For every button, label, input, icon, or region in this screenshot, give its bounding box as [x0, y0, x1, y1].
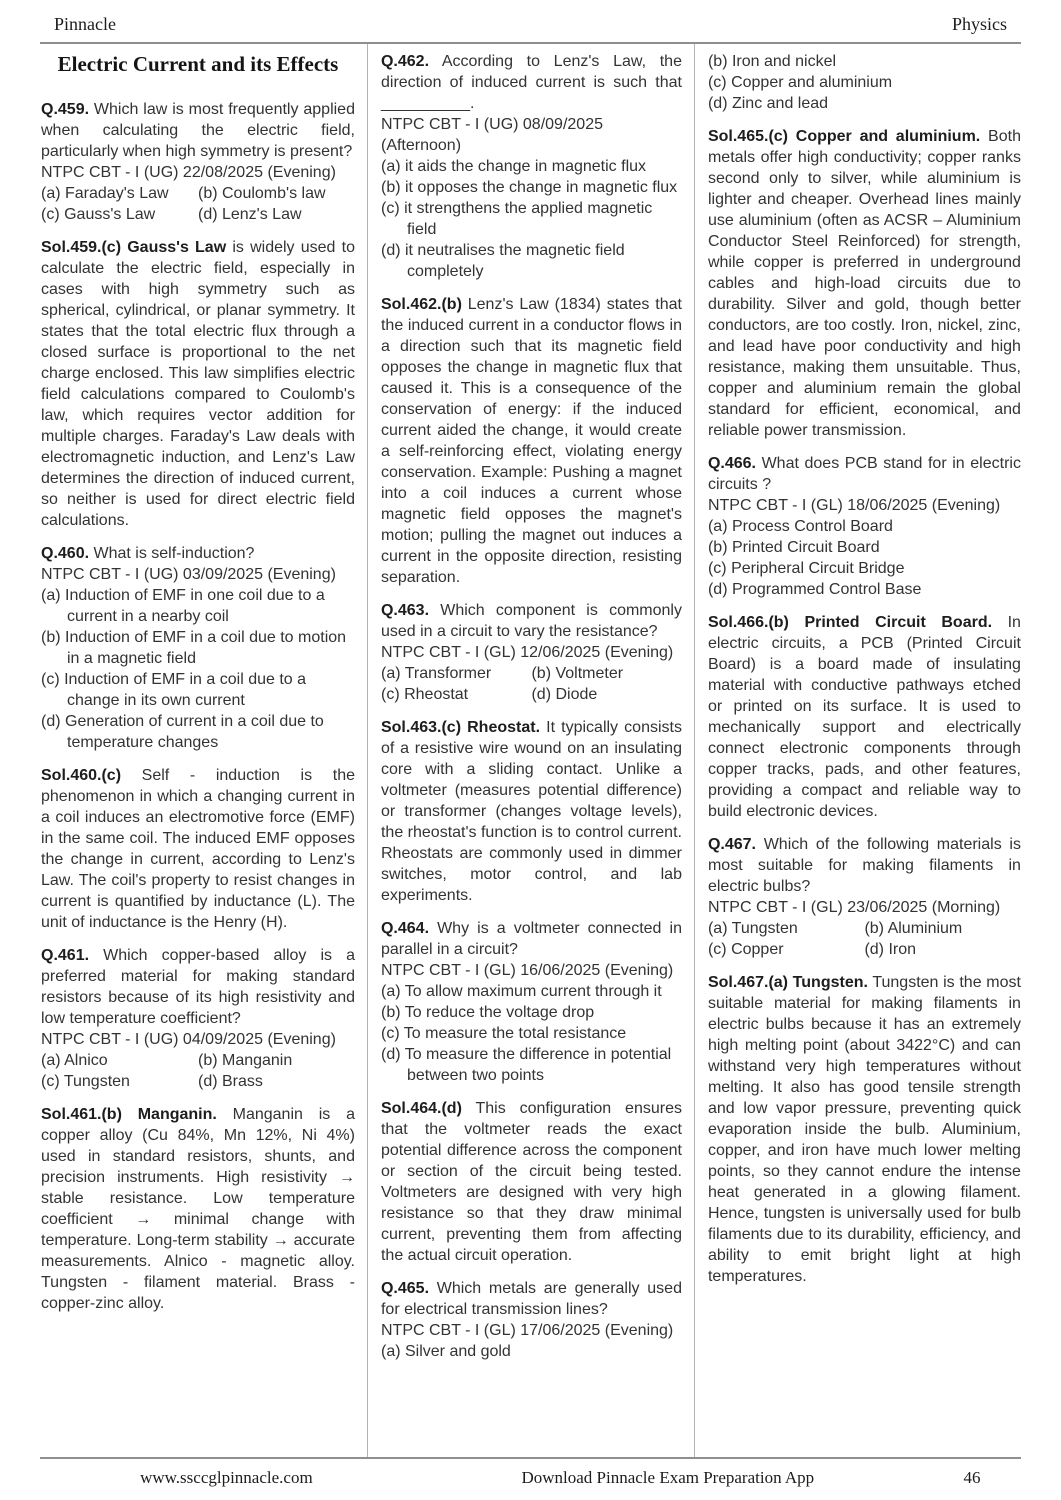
page-footer	[40, 1457, 1021, 1500]
solution-text: Tungsten is the most suitable material for making filaments in electric bulbs because it has an extremely high melting point (about 3422°C) and can withstand very high temperatures without melting. It also has good tensile strength and low vapor pressure, preventing quick evaporation inside the bulb. Aluminium, copper, and iron have much lower melting points, so they cannot endure the intense heat generated in a glowing filament. Hence, tungsten is universally used for bulb filaments due to its durability, efficiency, and ability to emit bright light at high temperatures.	[707, 974, 1021, 1285]
exam-source: NTPC CBT - I (GL) 17/06/2025 (Evening)	[380, 1322, 674, 1339]
option-cell: (a) Transformer	[380, 665, 492, 682]
option-item: (b) Induction of EMF in a coil due to motion in a magnetic field	[41, 629, 347, 667]
option-cell: (d) Diode	[531, 686, 598, 703]
option-item: (c) To measure the total resistance	[380, 1025, 627, 1042]
solution-paragraph	[41, 1104, 355, 1314]
option-cell: (a) Alnico	[41, 1052, 108, 1069]
solution-answer: Sol.465.(c) Copper and aluminium.	[707, 128, 981, 145]
option-cell: (b) Aluminium	[864, 920, 963, 937]
options-grid	[41, 1050, 355, 1092]
question-text: What is self-induction?	[89, 545, 255, 562]
option-cell: (c) Gauss's Law	[41, 206, 156, 223]
options-row	[381, 684, 682, 705]
solution-text: Both metals offer high conductivity; copper ranks second only to silver, while aluminium is lighter and cheaper. Overhead lines mainly use aluminium (often as ACSR – Aluminium Conductor Steel Reinforced) for strength, while copper is preferred in underground cables and high-load circuits due to durability. Silver and gold, though better conductors, are too costly. Iron, nickel, zinc, and lead have poor conductivity and high resistance, making them unsuitable. Thus, copper and aluminium remain the global standard for efficient, economical, and reliable power transmission.	[707, 128, 1021, 439]
exam-source: NTPC CBT - I (GL) 16/06/2025 (Evening)	[380, 962, 674, 979]
options-row	[41, 1050, 355, 1071]
solution-text: Self - induction is the phenomenon in which a changing current in a coil induces an electromotive force (EMF) in the same coil. The induced EMF opposes the change in current, according to Lenz's Law. The coil's property to resist changes in current is quantified by inductance (L). The unit of inductance is the Henry (H).	[41, 767, 355, 931]
option-item: (c) Induction of EMF in a coil due to a change in its own current	[41, 671, 307, 709]
solution-answer: Sol.464.(d)	[380, 1100, 462, 1117]
solution-answer: Sol.460.(c)	[41, 767, 122, 784]
option-cell: (c) Tungsten	[41, 1073, 130, 1090]
exam-source: NTPC CBT - I (UG) 08/09/2025 (Afternoon)	[380, 116, 603, 154]
option-item: (a) Induction of EMF in one coil due to a current in a nearby coil	[41, 587, 325, 625]
question-text: Why is a voltmeter connected in parallel in a circuit?	[380, 920, 682, 958]
question-paragraph	[41, 543, 355, 564]
question-number: Q.465.	[380, 1280, 430, 1297]
question-text: What does PCB stand for in electric circuits ?	[707, 455, 1021, 493]
options-list	[708, 51, 1021, 114]
question-number: Q.460.	[41, 545, 90, 562]
question-paragraph	[41, 99, 355, 162]
question-text: Which copper-based alloy is a preferred material for making standard resistors because of its high resistivity and low temperature coefficient?	[41, 947, 355, 1027]
question-number: Q.459.	[41, 101, 90, 118]
brand-name: Pinnacle	[54, 14, 116, 34]
options-list	[381, 1341, 682, 1362]
option-item: (a) Silver and gold	[380, 1343, 511, 1360]
options-row	[381, 663, 682, 684]
solution-answer: Sol.459.(c) Gauss's Law	[41, 239, 227, 256]
option-item: (b) it opposes the change in magnetic flux	[380, 179, 678, 196]
solution-text: is widely used to calculate the electric field, especially in cases with high symmetry such as spherical, cylindrical, or planar symmetry. It states that the total electric flux through a closed surface is proportional to the net charge enclosed. This law simplifies electric field calculations compared to Coulomb's law, which requires vector addition for multiple charges. Faraday's Law deals with electromagnetic induction, and Lenz's Law determines the direction of induced current, so neither is used for direct electric field calculations.	[41, 239, 355, 529]
solution-paragraph	[708, 126, 1021, 441]
question-number: Q.461.	[41, 947, 90, 964]
exam-source: NTPC CBT - I (GL) 18/06/2025 (Evening)	[707, 497, 1001, 514]
option-cell: (b) Coulomb's law	[197, 185, 326, 202]
question-text: Which of the following materials is most suitable for making filaments in electric bulbs?	[707, 836, 1021, 895]
question-paragraph	[708, 834, 1021, 897]
exam-source: NTPC CBT - I (UG) 04/09/2025 (Evening)	[41, 1031, 336, 1048]
solution-paragraph	[381, 294, 682, 588]
options-list	[708, 516, 1021, 600]
question-text: According to Lenz's Law, the direction of induced current is such that __________.	[380, 53, 682, 112]
question-text: Which metals are generally used for electrical transmission lines?	[380, 1280, 682, 1318]
solution-text: In electric circuits, a PCB (Printed Circuit Board) is a board made of insulating material with conductive pathways etched or printed on its surface. It is used to mechanically support and electrically connect electronic components through copper tracks, pads, and other features, providing a compact and reliable way to build electronic devices.	[707, 614, 1021, 820]
options-list	[41, 585, 355, 753]
option-item: (d) To measure the difference in potential between two points	[380, 1046, 672, 1084]
option-cell: (d) Brass	[197, 1073, 263, 1090]
question-paragraph	[381, 51, 682, 114]
solution-paragraph	[41, 765, 355, 933]
options-grid	[381, 663, 682, 705]
options-row	[41, 204, 355, 225]
footer-website: www.ssccglpinnacle.com	[140, 1468, 313, 1487]
exam-source: NTPC CBT - I (GL) 12/06/2025 (Evening)	[380, 644, 674, 661]
solution-answer: Sol.467.(a) Tungsten.	[707, 974, 868, 991]
solution-answer: Sol.463.(c) Rheostat.	[380, 719, 541, 736]
chapter-title: Electric Current and its Effects	[57, 52, 339, 76]
solution-answer: Sol.461.(b) Manganin.	[41, 1106, 217, 1123]
exam-source: NTPC CBT - I (UG) 22/08/2025 (Evening)	[41, 164, 336, 181]
option-cell: (d) Lenz's Law	[197, 206, 302, 223]
question-number: Q.462.	[380, 53, 430, 70]
option-item: (b) To reduce the voltage drop	[380, 1004, 595, 1021]
solution-paragraph	[381, 717, 682, 906]
question-paragraph	[41, 945, 355, 1029]
solution-text: Manganin is a copper alloy (Cu 84%, Mn 12%, Ni 4%) used in standard resistors, shunts, and precision instruments. High resistivity → stable resistance. Low temperature coefficient → minimal change with temperature. Long-term stability → accurate measurements. Alnico - magnetic alloy. Tungsten - filament material. Brass - copper-zinc alloy.	[41, 1106, 355, 1312]
option-item: (b) Iron and nickel	[707, 53, 837, 70]
question-paragraph	[381, 1278, 682, 1320]
option-item: (d) Programmed Control Base	[707, 581, 922, 598]
page-number: 46	[963, 1468, 981, 1487]
option-item: (b) Printed Circuit Board	[707, 539, 880, 556]
options-row	[708, 918, 1021, 939]
option-item: (d) Zinc and lead	[707, 95, 829, 112]
solution-text: This configuration ensures that the voltmeter reads the exact potential difference across the component or section of the circuit being tested. Voltmeters are designed with very high resistance so that they draw minimal current, preventing them from affecting the actual circuit operation.	[380, 1100, 682, 1264]
option-item: (a) it aids the change in magnetic flux	[380, 158, 647, 175]
subject-name: Physics	[951, 14, 1007, 34]
option-item: (d) Generation of current in a coil due to temperature changes	[41, 713, 324, 751]
options-grid	[41, 183, 355, 225]
question-paragraph	[381, 600, 682, 642]
footer-app-text: Download Pinnacle Exam Preparation App	[521, 1468, 815, 1487]
column-1	[40, 44, 367, 1457]
question-number: Q.466.	[707, 455, 756, 472]
content-area	[40, 44, 1021, 1457]
option-item: (c) it strengthens the applied magnetic field	[380, 200, 653, 238]
option-item: (a) Process Control Board	[707, 518, 893, 535]
question-text: Which component is commonly used in a circuit to vary the resistance?	[380, 602, 682, 640]
option-item: (c) Copper and aluminium	[707, 74, 893, 91]
option-cell: (c) Copper	[707, 941, 784, 958]
option-cell: (d) Iron	[864, 941, 917, 958]
question-paragraph	[708, 453, 1021, 495]
solution-paragraph	[381, 1098, 682, 1266]
question-number: Q.463.	[380, 602, 430, 619]
question-number: Q.464.	[380, 920, 430, 937]
options-list	[381, 156, 682, 282]
option-cell: (a) Tungsten	[707, 920, 798, 937]
page-header	[40, 8, 1021, 44]
options-grid	[708, 918, 1021, 960]
column-2	[367, 44, 694, 1457]
option-cell: (a) Faraday's Law	[41, 185, 169, 202]
options-row	[41, 1071, 355, 1092]
solution-answer: Sol.462.(b)	[380, 296, 462, 313]
options-row	[708, 939, 1021, 960]
solution-paragraph	[708, 612, 1021, 822]
exam-source: NTPC CBT - I (UG) 03/09/2025 (Evening)	[41, 566, 336, 583]
options-row	[41, 183, 355, 204]
solution-text: Lenz's Law (1834) states that the induced current in a conductor flows in a direction such that its magnetic field opposes the change in magnetic flux that caused it. This is a consequence of the conservation of energy: if the induced current aided the change, it would create a self-reinforcing effect, violating energy conservation. Example: Pushing a magnet into a coil induces a current whose magnetic field opposes the magnet's motion; pulling the magnet out induces a current in the opposite direction, resisting separation.	[380, 296, 682, 586]
column-3	[694, 44, 1021, 1457]
option-cell: (b) Manganin	[197, 1052, 293, 1069]
options-list	[381, 981, 682, 1086]
question-paragraph	[381, 918, 682, 960]
solution-paragraph	[708, 972, 1021, 1287]
exam-source: NTPC CBT - I (GL) 23/06/2025 (Morning)	[707, 899, 1001, 916]
solution-answer: Sol.466.(b) Printed Circuit Board.	[707, 614, 993, 631]
option-cell: (b) Voltmeter	[531, 665, 624, 682]
question-text: Which law is most frequently applied when calculating the electric field, particularly when high symmetry is present?	[41, 101, 355, 160]
question-number: Q.467.	[707, 836, 756, 853]
solution-paragraph	[41, 237, 355, 531]
option-cell: (c) Rheostat	[380, 686, 469, 703]
option-item: (a) To allow maximum current through it	[380, 983, 662, 1000]
solution-text: It typically consists of a resistive wire wound on an insulating core with a sliding contact. Unlike a voltmeter (measures potential difference) or transformer (changes voltage levels), the rheostat's function is to control current. Rheostats are commonly used in dimmer switches, motor control, and lab experiments.	[380, 719, 682, 904]
option-item: (d) it neutralises the magnetic field completely	[380, 242, 625, 280]
option-item: (c) Peripheral Circuit Bridge	[707, 560, 905, 577]
